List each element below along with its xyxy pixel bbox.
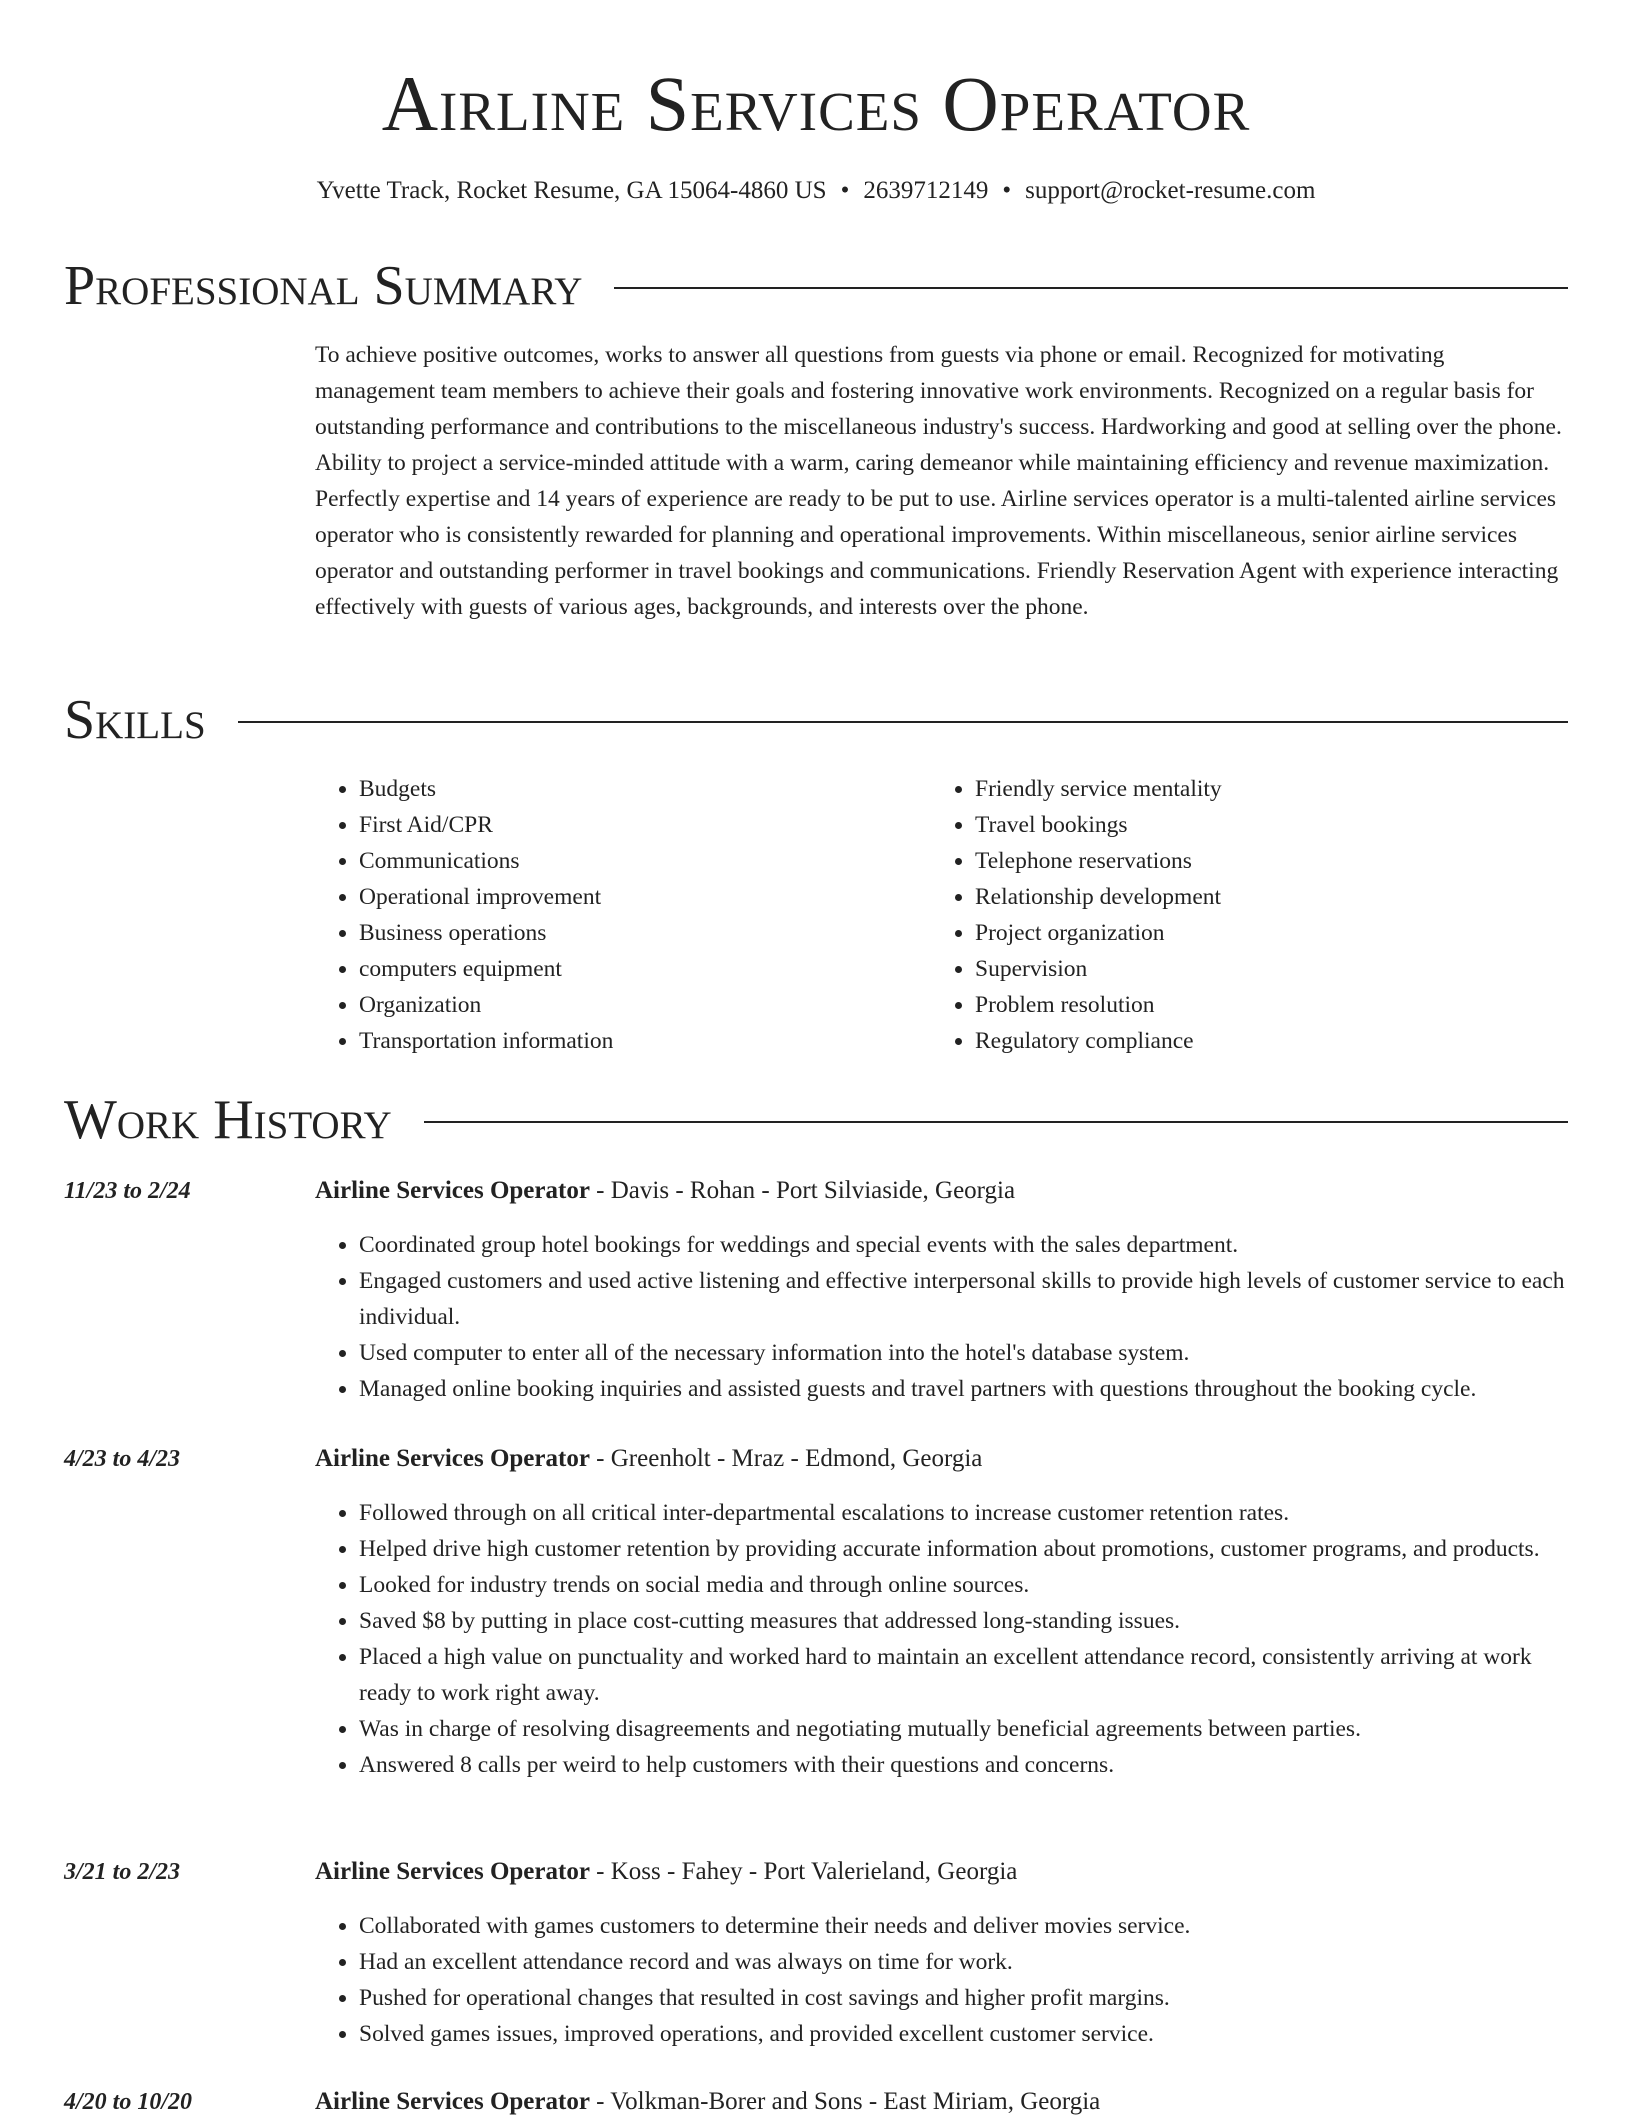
job-bullet: • Managed online booking inquiries and assisted guests and travel partners with questions throughout the booking cycle. xyxy=(359,1371,1568,1407)
job-employer: - Volkman-Borer and Sons - East Miriam, Georgia xyxy=(589,2088,1101,2115)
summary-text: To achieve positive outcomes, works to answer all questions from guests via phone or email. Recognized for motivating management team members to achieve their goals and fostering innovative work environments. Recognized on a regular basis for outstanding performance and contributions to the miscellaneous industry's success. Hardworking and good at selling over the phone. Ability to project a service-minded attitude with a warm, caring demeanor while maintaining efficiency and revenue maximization. Perfectly expertise and 14 years of experience are ready to be put to use. Airline services operator is a multi-talented airline services operator who is consistently rewarded for planning and operational improvements. Within miscellaneous, senior airline services operator and outstanding performer in travel bookings and communications. Friendly Reservation Agent with experience interacting effectively with guests of various ages, backgrounds, and interests over the phone. xyxy=(315,342,1562,620)
contact-separator: • xyxy=(840,177,850,204)
job-title-line xyxy=(315,1854,1568,1890)
job-bullet: • Engaged customers and used active listening and effective interpersonal skills to provide high levels of customer service to each individual. xyxy=(359,1263,1568,1335)
summary-heading: Professional Summary xyxy=(64,255,583,317)
job-bullet: • Answered 8 calls per weird to help customers with their questions and concerns. xyxy=(359,1747,1568,1783)
skills-section-header xyxy=(64,688,1568,752)
skill-item: • Travel bookings xyxy=(975,807,1547,843)
contact-line xyxy=(0,174,1632,208)
skill-item: • Project organization xyxy=(975,915,1547,951)
job-dates: 3/21 to 2/23 xyxy=(64,1859,181,1885)
skill-item: • First Aid/CPR xyxy=(359,807,931,843)
job-bullets xyxy=(315,1227,1568,1407)
job-title: Airline Services Operator xyxy=(315,2088,590,2115)
job-bullet: • Followed through on all critical inter-departmental escalations to increase customer retention rates. xyxy=(359,1495,1568,1531)
job-dates: 4/20 to 10/20 xyxy=(64,2089,193,2115)
skill-item: • Business operations xyxy=(359,915,931,951)
work-section-header xyxy=(64,1088,1568,1152)
section-divider xyxy=(614,287,1568,289)
job-bullets xyxy=(315,1908,1568,2052)
job-bullets xyxy=(315,1495,1568,1783)
contact-address: Yvette Track, Rocket Resume, GA 15064-4860 US xyxy=(316,177,827,204)
job-title: Airline Services Operator xyxy=(315,1445,590,1472)
skill-item: • Friendly service mentality xyxy=(975,771,1547,807)
skill-item: • Regulatory compliance xyxy=(975,1023,1547,1059)
skill-item: • Budgets xyxy=(359,771,931,807)
skill-item: • Relationship development xyxy=(975,879,1547,915)
job-title: Airline Services Operator xyxy=(315,1177,590,1204)
job-dates: 4/23 to 4/23 xyxy=(64,1446,181,1472)
skills-column-left xyxy=(315,771,931,1059)
contact-phone: 2639712149 xyxy=(863,177,989,204)
skills-list xyxy=(315,771,1570,1059)
job-employer: - Davis - Rohan - Port Silviaside, Georgia xyxy=(589,1177,1016,1204)
contact-separator: • xyxy=(1002,177,1012,204)
job-bullet: • Pushed for operational changes that resulted in cost savings and higher profit margins. xyxy=(359,1980,1568,2016)
job-bullet: • Coordinated group hotel bookings for weddings and special events with the sales department. xyxy=(359,1227,1568,1263)
skills-heading: Skills xyxy=(64,689,206,751)
resume-name: Airline Services Operator xyxy=(381,60,1251,147)
summary-section-header xyxy=(64,254,1568,318)
job-bullet: • Helped drive high customer retention by providing accurate information about promotions, customer programs, and products. xyxy=(359,1531,1568,1567)
job-title-line xyxy=(315,2084,1568,2120)
job-bullet: • Saved $8 by putting in place cost-cutting measures that addressed long-standing issues. xyxy=(359,1603,1568,1639)
job-bullet: • Collaborated with games customers to determine their needs and deliver movies service. xyxy=(359,1908,1568,1944)
work-heading: Work History xyxy=(64,1089,392,1151)
skills-column-right xyxy=(931,771,1547,1059)
job-employer: - Greenholt - Mraz - Edmond, Georgia xyxy=(589,1445,983,1472)
skill-item: • computers equipment xyxy=(359,951,931,987)
skill-item: • Organization xyxy=(359,987,931,1023)
job-dates: 11/23 to 2/24 xyxy=(64,1178,191,1204)
job-employer: - Koss - Fahey - Port Valerieland, Georgia xyxy=(589,1858,1018,1885)
job-title-line xyxy=(315,1173,1568,1209)
skill-item: • Supervision xyxy=(975,951,1547,987)
job-bullet: • Looked for industry trends on social media and through online sources. xyxy=(359,1567,1568,1603)
job-title-line xyxy=(315,1441,1568,1477)
job-bullet: • Solved games issues, improved operations, and provided excellent customer service. xyxy=(359,2016,1568,2052)
job-bullet: • Had an excellent attendance record and was always on time for work. xyxy=(359,1944,1568,1980)
job-bullet: • Was in charge of resolving disagreements and negotiating mutually beneficial agreements between parties. xyxy=(359,1711,1568,1747)
section-divider xyxy=(238,721,1568,723)
section-divider xyxy=(424,1121,1568,1123)
skill-item: • Operational improvement xyxy=(359,879,931,915)
skill-item: • Telephone reservations xyxy=(975,843,1547,879)
skill-item: • Transportation information xyxy=(359,1023,931,1059)
skill-item: • Problem resolution xyxy=(975,987,1547,1023)
job-title: Airline Services Operator xyxy=(315,1858,590,1885)
skill-item: • Communications xyxy=(359,843,931,879)
job-bullet: • Used computer to enter all of the necessary information into the hotel's database system. xyxy=(359,1335,1568,1371)
job-bullet: • Placed a high value on punctuality and worked hard to maintain an excellent attendance record, consistently arriving at work ready to work right away. xyxy=(359,1639,1568,1711)
contact-email: support@rocket-resume.com xyxy=(1025,177,1316,204)
